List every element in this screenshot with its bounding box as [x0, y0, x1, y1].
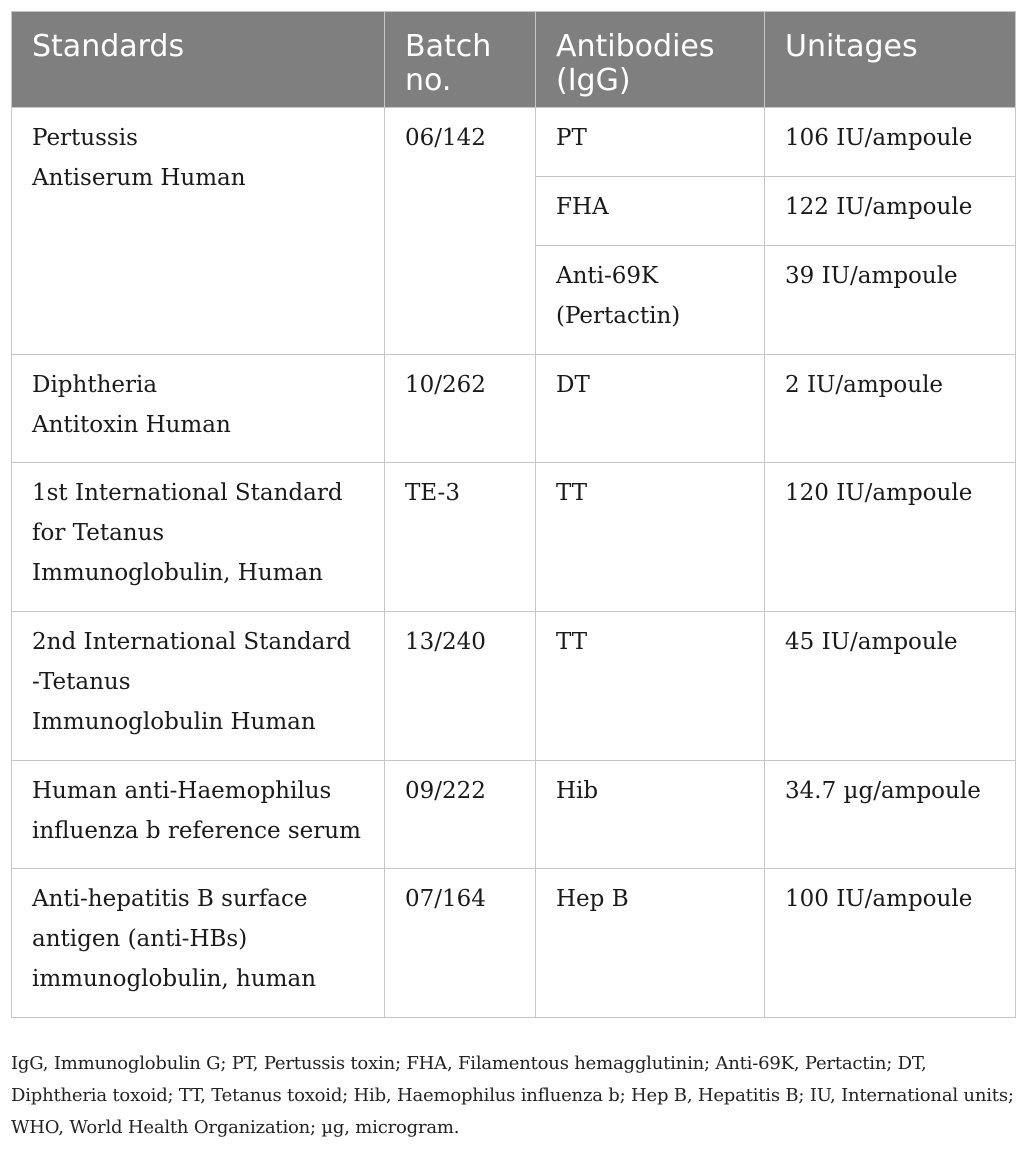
unitage-cell: 39 IU/ampoule: [765, 246, 1016, 355]
antibody-cell: PT: [536, 108, 765, 177]
table-row: [12, 869, 1016, 1018]
unitage-cell: 122 IU/ampoule: [765, 177, 1016, 246]
standard-cell: 1st International Standard for Tetanus Immunoglobulin, Human: [12, 463, 385, 612]
antibody-cell: FHA: [536, 177, 765, 246]
standard-cell: Diphtheria Antitoxin Human: [12, 355, 385, 463]
antibody-cell: Hep B: [536, 869, 765, 1018]
batch-cell: TE-3: [385, 463, 536, 612]
unitage-cell: 120 IU/ampoule: [765, 463, 1016, 612]
antibody-cell: DT: [536, 355, 765, 463]
standard-cell: 2nd International Standard -Tetanus Immunoglobulin Human: [12, 612, 385, 761]
unitage-cell: 2 IU/ampoule: [765, 355, 1016, 463]
table-row: [12, 761, 1016, 869]
standards-table: [11, 11, 1016, 1018]
antibody-cell: TT: [536, 612, 765, 761]
antibody-cell: TT: [536, 463, 765, 612]
unitage-cell: 45 IU/ampoule: [765, 612, 1016, 761]
table-footnote: IgG, Immunoglobulin G; PT, Pertussis toxin; FHA, Filamentous hemagglutinin; Anti-69K, Pertactin; DT, Diphtheria toxoid; TT, Tetanus toxoid; Hib, Haemophilus influenza b; Hep B, Hepatitis B; IU, International units; WHO, World Health Organization; µg, microgram.: [11, 1053, 1014, 1138]
header-unitages: Unitages: [765, 12, 1016, 108]
header-antibodies: Antibodies (IgG): [536, 12, 765, 108]
batch-cell: 09/222: [385, 761, 536, 869]
table-row: [12, 612, 1016, 761]
batch-cell: 13/240: [385, 612, 536, 761]
table-row: [12, 463, 1016, 612]
header-standards: Standards: [12, 12, 385, 108]
unitage-cell: 100 IU/ampoule: [765, 869, 1016, 1018]
unitage-cell: 106 IU/ampoule: [765, 108, 1016, 177]
standard-cell: Anti-hepatitis B surface antigen (anti-HBs) immunoglobulin, human: [12, 869, 385, 1018]
table-row: [12, 108, 1016, 177]
header-batch-no: Batch no.: [385, 12, 536, 108]
antibody-cell: Anti-69K (Pertactin): [536, 246, 765, 355]
unitage-cell: 34.7 µg/ampoule: [765, 761, 1016, 869]
table-header-row: [12, 12, 1016, 108]
antibody-cell: Hib: [536, 761, 765, 869]
batch-cell: 10/262: [385, 355, 536, 463]
standard-cell: Pertussis Antiserum Human: [12, 108, 385, 355]
standard-cell: Human anti-Haemophilus influenza b reference serum: [12, 761, 385, 869]
table-row: [12, 355, 1016, 463]
batch-cell: 07/164: [385, 869, 536, 1018]
batch-cell: 06/142: [385, 108, 536, 355]
